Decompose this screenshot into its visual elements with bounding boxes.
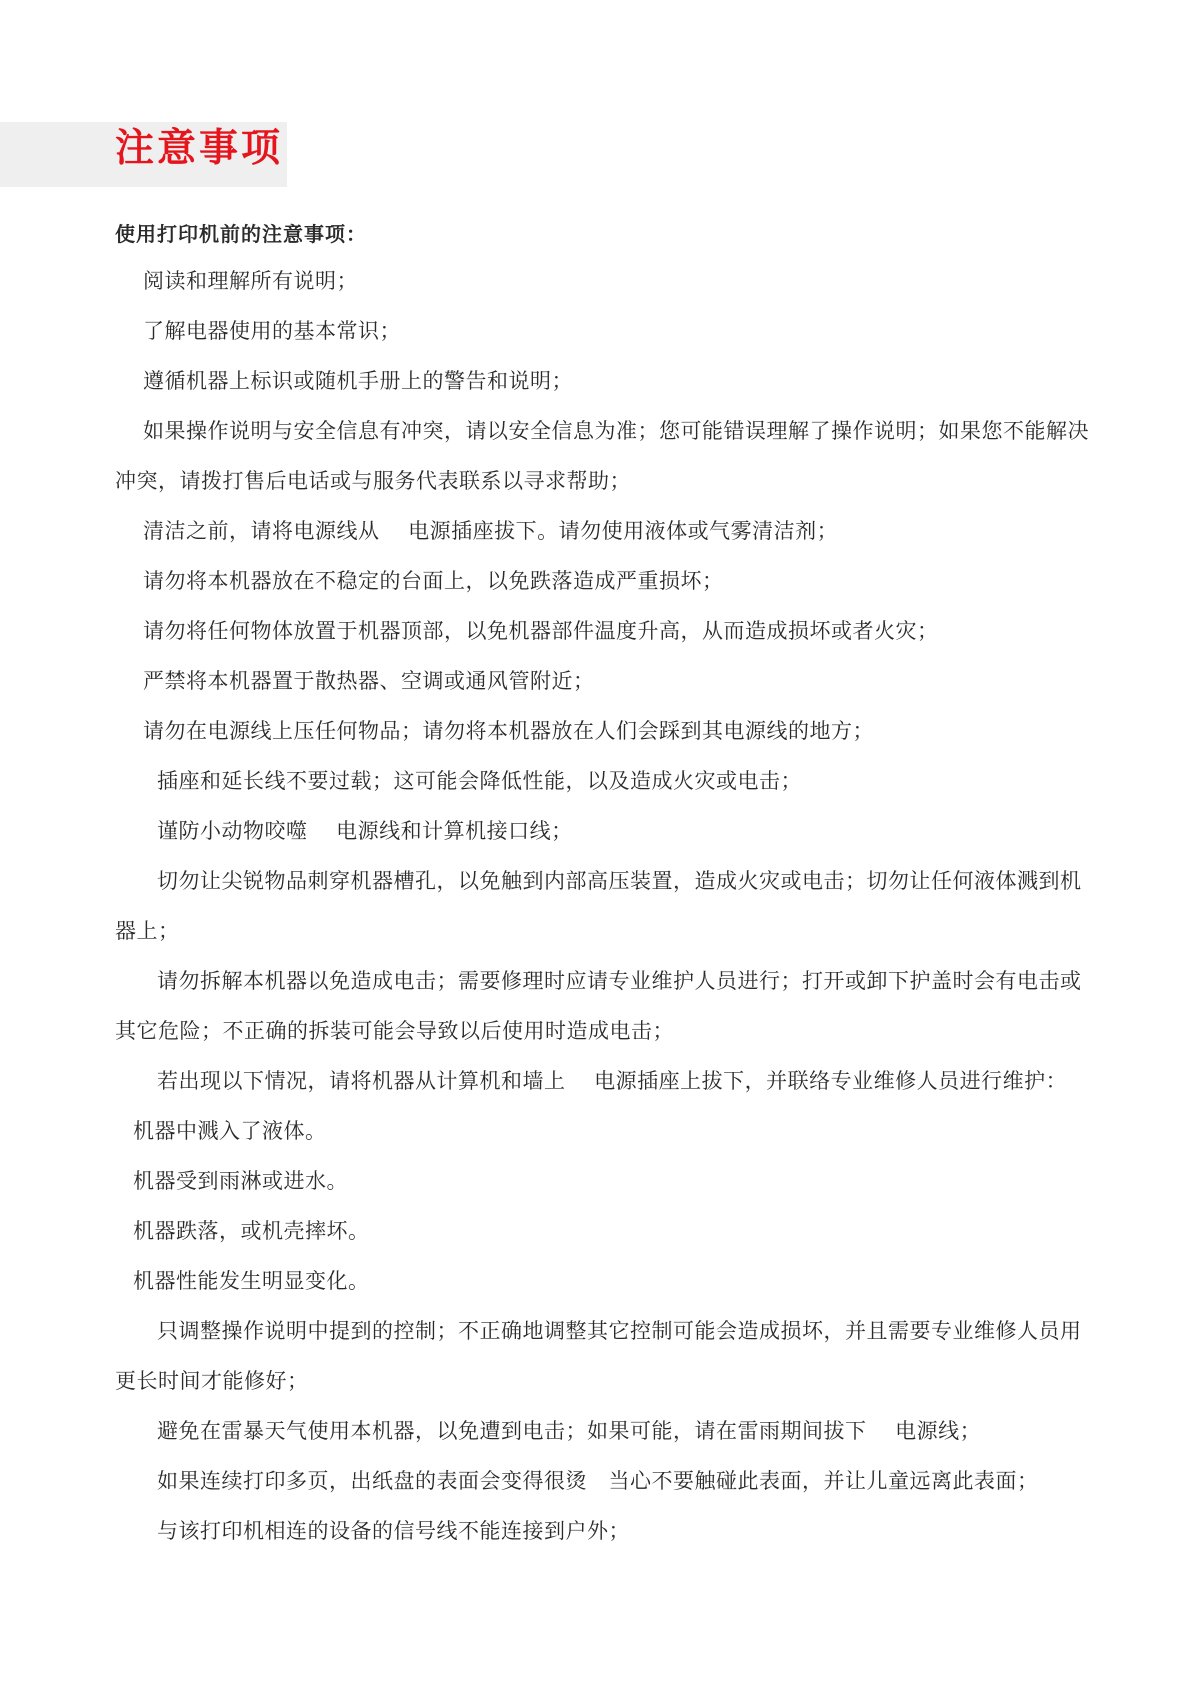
precaution-item: 避免在雷暴天气使用本机器，以免遭到电击；如果可能，请在雷雨期间拔下 电源线；: [157, 1419, 982, 1443]
precaution-item: 与该打印机相连的设备的信号线不能连接到户外；: [157, 1519, 630, 1543]
precaution-item: 如果连续打印多页，出纸盘的表面会变得很烫 当心不要触碰此表面，并让儿童远离此表面；: [157, 1469, 1039, 1493]
precaution-item: 阅读和理解所有说明；: [143, 269, 358, 293]
precaution-item: 请勿将任何物体放置于机器顶部，以免机器部件温度升高，从而造成损坏或者火灾；: [143, 619, 939, 643]
precaution-item: 请勿将本机器放在不稳定的台面上，以免跌落造成严重损坏；: [143, 569, 724, 593]
precaution-item: 遵循机器上标识或随机手册上的警告和说明；: [143, 369, 573, 393]
precaution-item: 插座和延长线不要过载；这可能会降低性能，以及造成火灾或电击；: [157, 769, 802, 793]
precaution-item: 切勿让尖锐物品刺穿机器槽孔，以免触到内部高压装置，造成火灾或电击；切勿让任何液体溅到机器上；: [115, 869, 1082, 943]
precaution-item: 机器性能发生明显变化。: [133, 1269, 370, 1293]
precaution-item: 只调整操作说明中提到的控制；不正确地调整其它控制可能会造成损坏，并且需要专业维修人员用更长时间才能修好；: [115, 1319, 1082, 1393]
precaution-item: 严禁将本机器置于散热器、空调或通风管附近；: [143, 669, 595, 693]
section-heading: 使用打印机前的注意事项：: [115, 222, 367, 246]
page-title: 注意事项: [115, 126, 284, 171]
precaution-item: 谨防小动物咬噬 电源线和计算机接口线；: [157, 819, 573, 843]
precaution-item: 机器中溅入了液体。: [133, 1119, 327, 1143]
precaution-item: 清洁之前，请将电源线从 电源插座拔下。请勿使用液体或气雾清洁剂；: [143, 519, 839, 543]
precaution-item: 机器跌落，或机壳摔坏。: [133, 1219, 370, 1243]
precautions-list: [115, 256, 1095, 1556]
precaution-item: 了解电器使用的基本常识；: [143, 319, 401, 343]
precaution-item: 请勿拆解本机器以免造成电击；需要修理时应请专业维护人员进行；打开或卸下护盖时会有电击或其它危险；不正确的拆装可能会导致以后使用时造成电击；: [115, 969, 1082, 1043]
precaution-item: 机器受到雨淋或进水。: [133, 1169, 348, 1193]
precaution-item: 若出现以下情况，请将机器从计算机和墙上 电源插座上拔下，并联络专业维修人员进行维护：: [157, 1069, 1068, 1093]
precaution-item: 请勿在电源线上压任何物品；请勿将本机器放在人们会踩到其电源线的地方；: [143, 719, 874, 743]
precaution-item: 如果操作说明与安全信息有冲突，请以安全信息为准；您可能错误理解了操作说明；如果您不能解决冲突，请拨打售后电话或与服务代表联系以寻求帮助；: [115, 419, 1089, 493]
